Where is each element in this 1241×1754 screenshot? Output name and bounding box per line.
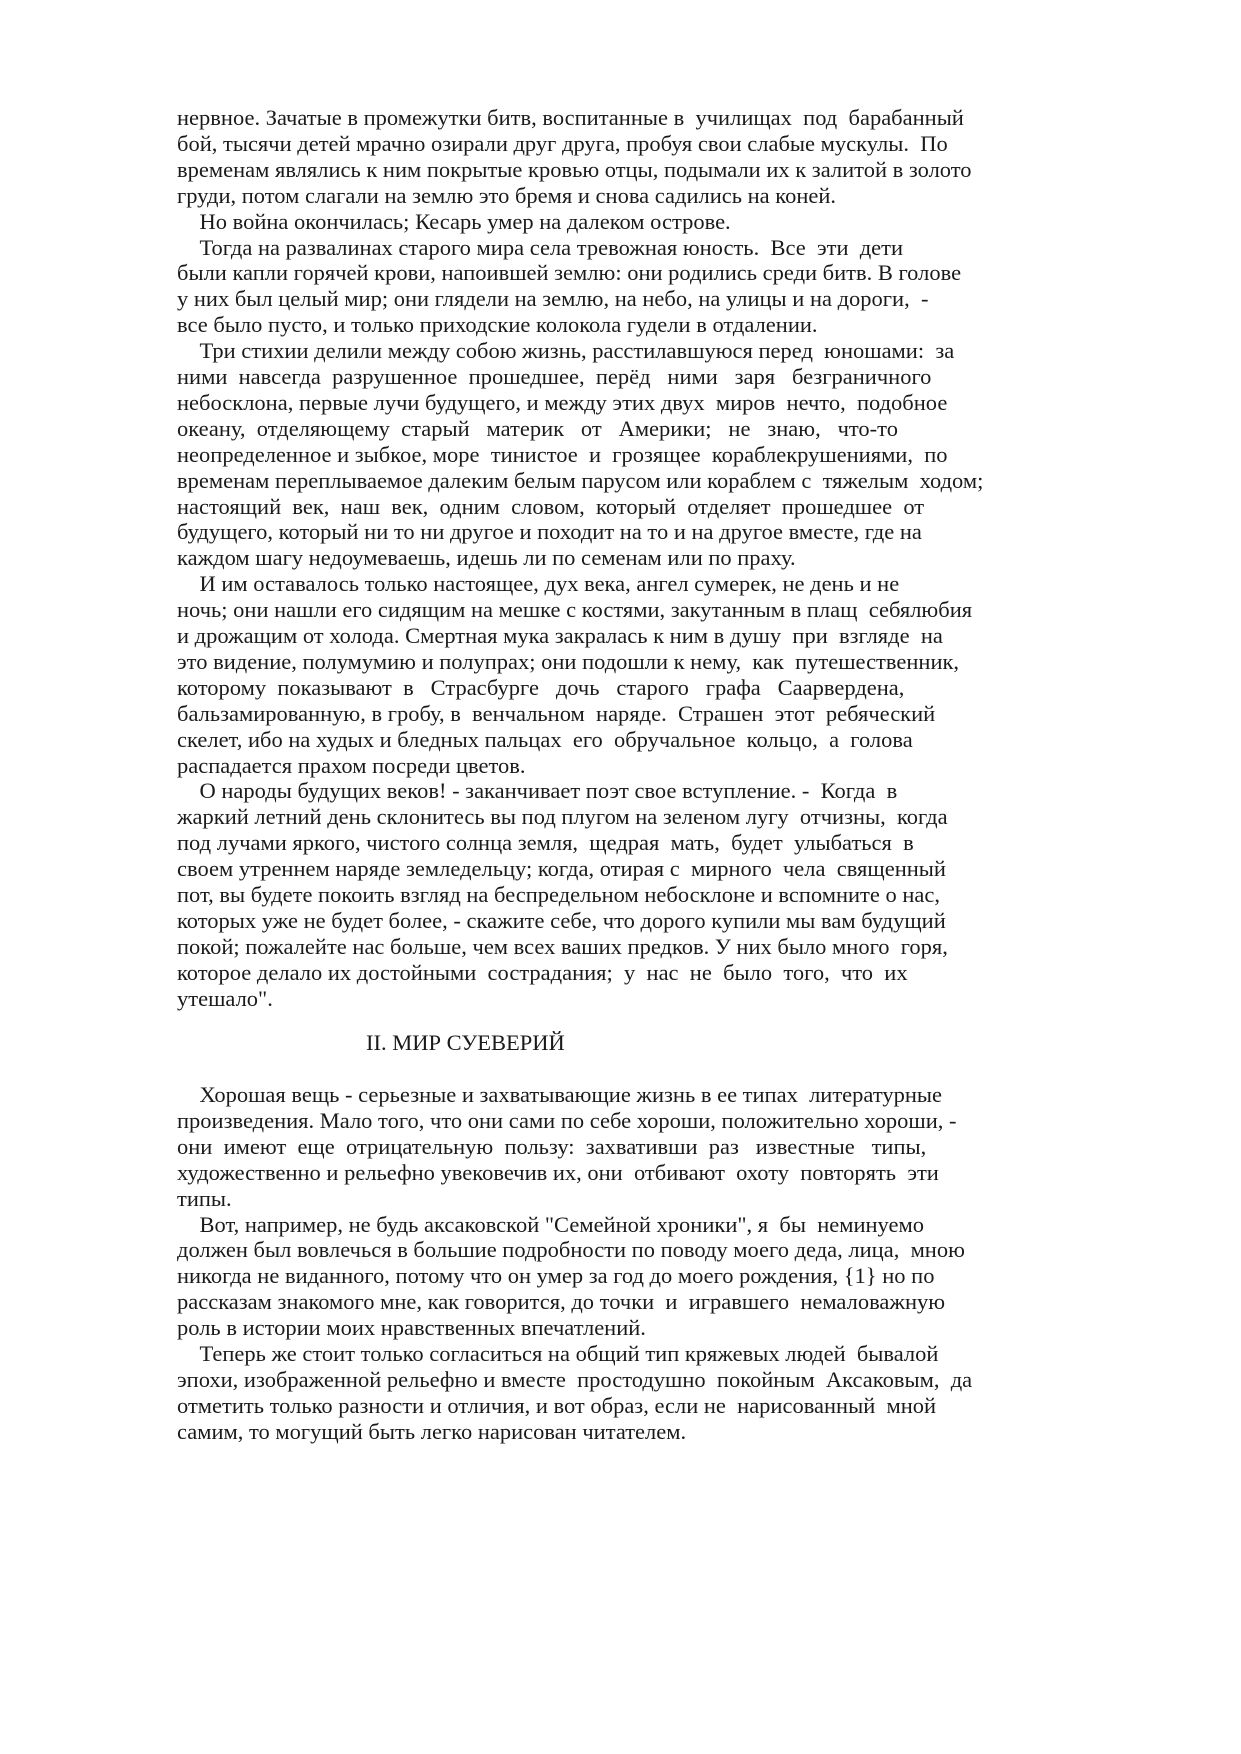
text-line: нервное. Зачатые в промежутки битв, воспитанные в училищах под барабанный — [177, 105, 964, 130]
text-line: жаркий летний день склонитесь вы под плугом на зеленом лугу отчизны, когда — [177, 804, 948, 830]
text-line: все было пусто, и только приходские колокола гудели в отдалении. — [177, 312, 818, 338]
text-line: ночь; они нашли его сидящим на мешке с костями, закутанным в плащ себялюбия — [177, 597, 973, 623]
text-line: художественно и рельефно увековечив их, они отбивают охоту повторять эти — [177, 1159, 939, 1185]
text-line: бальзамированную, в гробу, в венчальном наряде. Страшен этот ребяческий — [177, 700, 936, 726]
text-line: Теперь же стоит только согласиться на общий тип кряжевых людей бывалой — [177, 1341, 939, 1366]
text-line: которое делало их достойными сострадания; у нас не было того, что их — [177, 959, 908, 985]
text-line: скелет, ибо на худых и бледных пальцах его обручальное кольцо, а голова — [177, 726, 913, 752]
text-line: они имеют еще отрицательную пользу: захвативши раз известные типы, — [177, 1133, 927, 1159]
text-line: роль в истории моих нравственных впечатлений. — [177, 1315, 646, 1341]
text-line: каждом шагу недоумеваешь, идешь ли по семенам или по праху. — [177, 545, 796, 571]
text-line: и дрожащим от холода. Смертная мука закралась к ним в душу при взгляде на — [177, 623, 943, 648]
text-line: настоящий век, наш век, одним словом, который отделяет прошедшее от — [177, 493, 925, 519]
text-line: небосклона, первые лучи будущего, и между этих двух миров нечто, подобное — [177, 389, 948, 415]
text-line: это видение, полумумию и полупрах; они подошли к нему, как путешественник, — [177, 648, 960, 674]
text-line: Тогда на развалинах старого мира села тревожная юность. Все эти дети — [177, 234, 904, 260]
text-line: Вот, например, не будь аксаковской "Семейной хроники", я бы неминуемо — [177, 1211, 924, 1237]
text-line: которому показывают в Страсбурге дочь старого графа Саарвердена, — [177, 674, 905, 700]
text-line: которых уже не будет более, - скажите себе, что дорого купили мы вам будущий — [177, 907, 946, 933]
text-line: Но война окончилась; Кесарь умер на далеком острове. — [177, 208, 731, 234]
text-line: будущего, который ни то ни другое и походит на то и на другое вместе, где на — [177, 519, 922, 545]
text-line: О народы будущих веков! - заканчивает поэт свое вступление. - Когда в — [177, 778, 898, 804]
text-line: под лучами яркого, чистого солнца земля, щедрая мать, будет улыбаться в — [177, 830, 914, 856]
text-line: должен был вовлечься в большие подробности по поводу моего деда, лица, мною — [177, 1237, 965, 1263]
text-line: распадается прахом посреди цветов. — [177, 752, 526, 778]
text-line: были капли горячей крови, напоившей землю: они родились среди битв. В голове — [177, 260, 962, 286]
text-line: утешало". — [177, 985, 273, 1011]
text-line: самим, то могущий быть легко нарисован читателем. — [177, 1418, 687, 1444]
text-line: временам являлись к ним покрытые кровью отцы, подымали их к залитой в золото — [177, 156, 972, 182]
text-line: отметить только разности и отличия, и вот образ, если не нарисованный мной — [177, 1392, 937, 1418]
text-line: Три стихии делили между собою жизнь, расстилавшуюся перед юношами: за — [177, 338, 955, 364]
text-line: неопределенное и зыбкое, море тинистое и грозящее кораблекрушениями, по — [177, 441, 948, 467]
text-line: пот, вы будете покоить взгляд на беспредельном небосклоне и вспомните о нас, — [177, 882, 940, 907]
text-line: у них был целый мир; они глядели на землю, на небо, на улицы и на дороги, - — [177, 286, 929, 312]
text-line: покой; пожалейте нас больше, чем всех ваших предков. У них было много горя, — [177, 933, 948, 959]
text-line: рассказам знакомого мне, как говорится, до точки и игравшего немаловажную — [177, 1289, 946, 1315]
text-line: своем утреннем наряде земледельцу; когда, отирая с мирного чела священный — [177, 856, 946, 882]
text-line: типы. — [177, 1185, 232, 1211]
text-line: эпохи, изображенной рельефно и вместе простодушно покойным Аксаковым, да — [177, 1366, 973, 1392]
text-line: груди, потом слагали на землю это бремя и снова садились на коней. — [177, 182, 837, 208]
section-heading: II. МИР СУЕВЕРИЙ — [366, 1030, 565, 1055]
text-line: бой, тысячи детей мрачно озирали друг друга, пробуя свои слабые мускулы. По — [177, 130, 948, 156]
text-line: ними навсегда разрушенное прошедшее, перёд ними заря безграничного — [177, 364, 932, 389]
text-line: Хорошая вещь - серьезные и захватывающие жизнь в ее типах литературные — [177, 1082, 942, 1107]
text-line: И им оставалось только настоящее, дух века, ангел сумерек, не день и не — [177, 571, 900, 597]
text-line: никогда не виданного, потому что он умер за год до моего рождения, {1} но по — [177, 1263, 935, 1289]
text-line: временам переплываемое далеким белым парусом или кораблем с тяжелым ходом; — [177, 467, 984, 493]
text-line: океану, отделяющему старый материк от Америки; не знаю, что-то — [177, 415, 898, 441]
text-line: произведения. Мало того, что они сами по себе хороши, положительно хороши, - — [177, 1107, 957, 1133]
